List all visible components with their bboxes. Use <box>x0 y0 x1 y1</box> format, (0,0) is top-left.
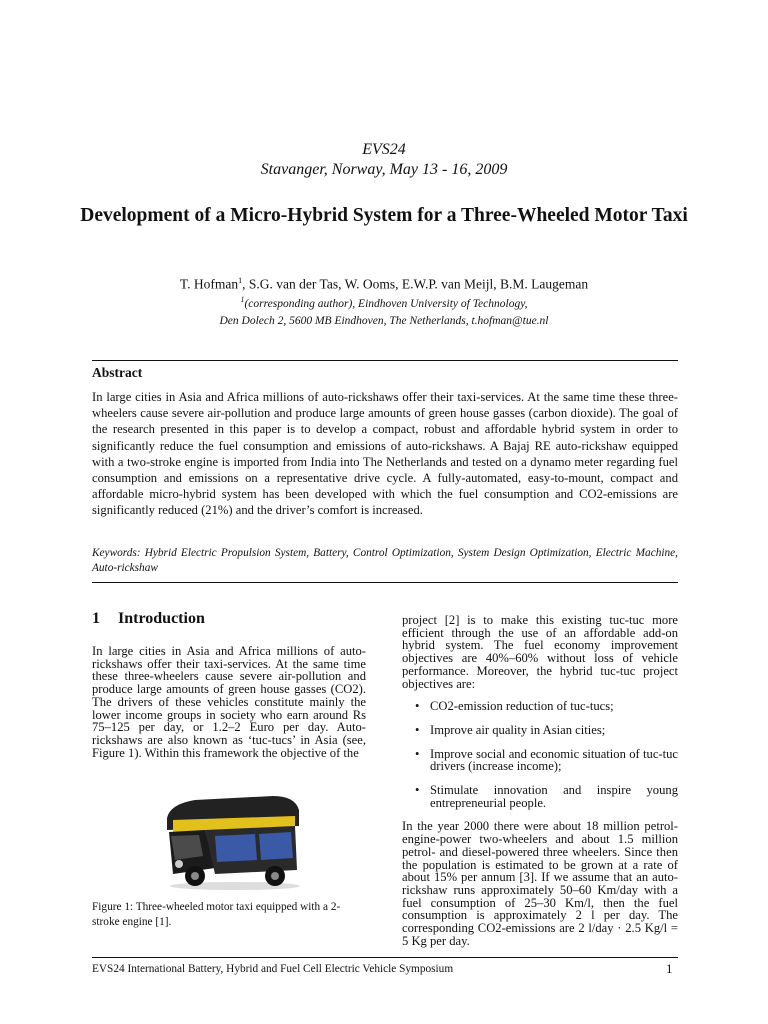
auto-rickshaw-image <box>155 786 305 891</box>
affiliation-line2: Den Dolech 2, 5600 MB Eindhoven, The Netherlands, t.hofman@tue.nl <box>219 314 549 327</box>
affiliation <box>0 291 768 330</box>
figure-caption: Figure 1: Three-wheeled motor taxi equipped with a 2-stroke engine [1]. <box>92 901 341 928</box>
column1-paragraph: In large cities in Asia and Africa millions of auto-rickshaws offer their taxi-services. At the same time these three-wheelers cause severe air-pollution and produce large amounts of green house gasses (CO2). The drivers of these vehicles constitute mainly the lower income groups in society who earn around Rs 75–125 per day, or 1.2–2 Euro per day. Auto-rickshaws are also known as ‘tuc-tucs’ in Asia (see, Figure 1). Within this framework the objective of the <box>92 644 366 760</box>
list-item: • Stimulate innovation and inspire young entrepreneurial people. <box>415 783 678 810</box>
keywords: Keywords: Hybrid Electric Propulsion System, Battery, Control Optimization, System Design Optimization, Electric Machine, Auto-rickshaw <box>92 547 678 574</box>
affiliation-line1: (corresponding author), Eindhoven University of Technology, <box>244 297 528 310</box>
other-authors: , S.G. van der Tas, W. Ooms, E.W.P. van Meijl, B.M. Laugeman <box>242 276 589 292</box>
author-superscript: 1 <box>238 276 243 285</box>
footer-text: EVS24 International Battery, Hybrid and Fuel Cell Electric Vehicle Symposium <box>92 963 454 975</box>
column2-intro: project [2] is to make this existing tuc-tuc more efficient through the use of an affordable add-on hybrid system. The fuel economy improvement objectives are 40%–60% without loss of vehicle performance. Moreover, the hybrid tuc-tuc project objectives are: <box>402 613 678 691</box>
list-item: • Improve air quality in Asian cities; <box>415 722 606 737</box>
page-number: 1 <box>666 961 673 976</box>
section-heading <box>92 610 205 628</box>
bullet-icon: • <box>415 722 420 737</box>
objectives-list <box>402 700 678 809</box>
bullet-icon: • <box>415 783 420 798</box>
conference-name: EVS24 <box>362 141 406 158</box>
abstract-top-rule <box>92 360 678 361</box>
first-author: T. Hofman <box>179 276 239 292</box>
list-item: • CO2-emission reduction of tuc-tucs; <box>415 699 614 714</box>
footer-rule <box>92 957 678 958</box>
conference-header <box>0 140 768 180</box>
conference-location-date: Stavanger, Norway, May 13 - 16, 2009 <box>260 161 508 178</box>
abstract-heading: Abstract <box>92 365 143 380</box>
abstract-bottom-rule <box>92 582 678 583</box>
column2-paragraph: In the year 2000 there were about 18 million petrol-engine-power two-wheelers and about 1.5 million petrol- and diesel-powered three wheelers. Since then the population is estimated to be grown at a rate of about 15% per annum [3]. If we assume that an auto-rickshaw runs approximately 50–60 Km/day with a fuel consumption of 25–30 Km/l, then the fuel consumption is approximately 2 l per day. The corresponding CO2-emissions are 2 l/day · 2.5 Kg/l = 5 Kg per day. <box>402 819 678 948</box>
column2 <box>402 614 678 947</box>
section-title: Introduction <box>118 610 205 627</box>
bullet-icon: • <box>415 746 420 761</box>
abstract-text: In large cities in Asia and Africa millions of auto-rickshaws offer their taxi-services. At the same time these three-wheelers cause severe air-pollution and produce large amounts of green house gasses (carbon dioxide). The goal of the research presented in this paper is to develop a compact, robust and affordable hybrid system in order to significantly reduce the fuel consumption and emissions of auto-rickshaws. A Bajaj RE auto-rickshaw equipped with a two-stroke engine is imported from India into The Netherlands and tested on a dynamo meter regarding fuel consumption and emissions on a representative drive cycle. A fully-automated, easy-to-mount, compact and affordable micro-hybrid system has been developed with which the fuel consumption and CO2-emissions are significantly reduced (21%) and the driver’s comfort is increased. <box>92 390 678 518</box>
affiliation-superscript: 1 <box>240 295 245 304</box>
section-number: 1 <box>92 610 100 627</box>
paper-title: Development of a Micro-Hybrid System for a Three-Wheeled Motor Taxi <box>80 205 688 226</box>
bullet-icon: • <box>415 699 420 714</box>
list-item: • Improve social and economic situation of tuc-tuc drivers (increase income); <box>415 746 678 774</box>
